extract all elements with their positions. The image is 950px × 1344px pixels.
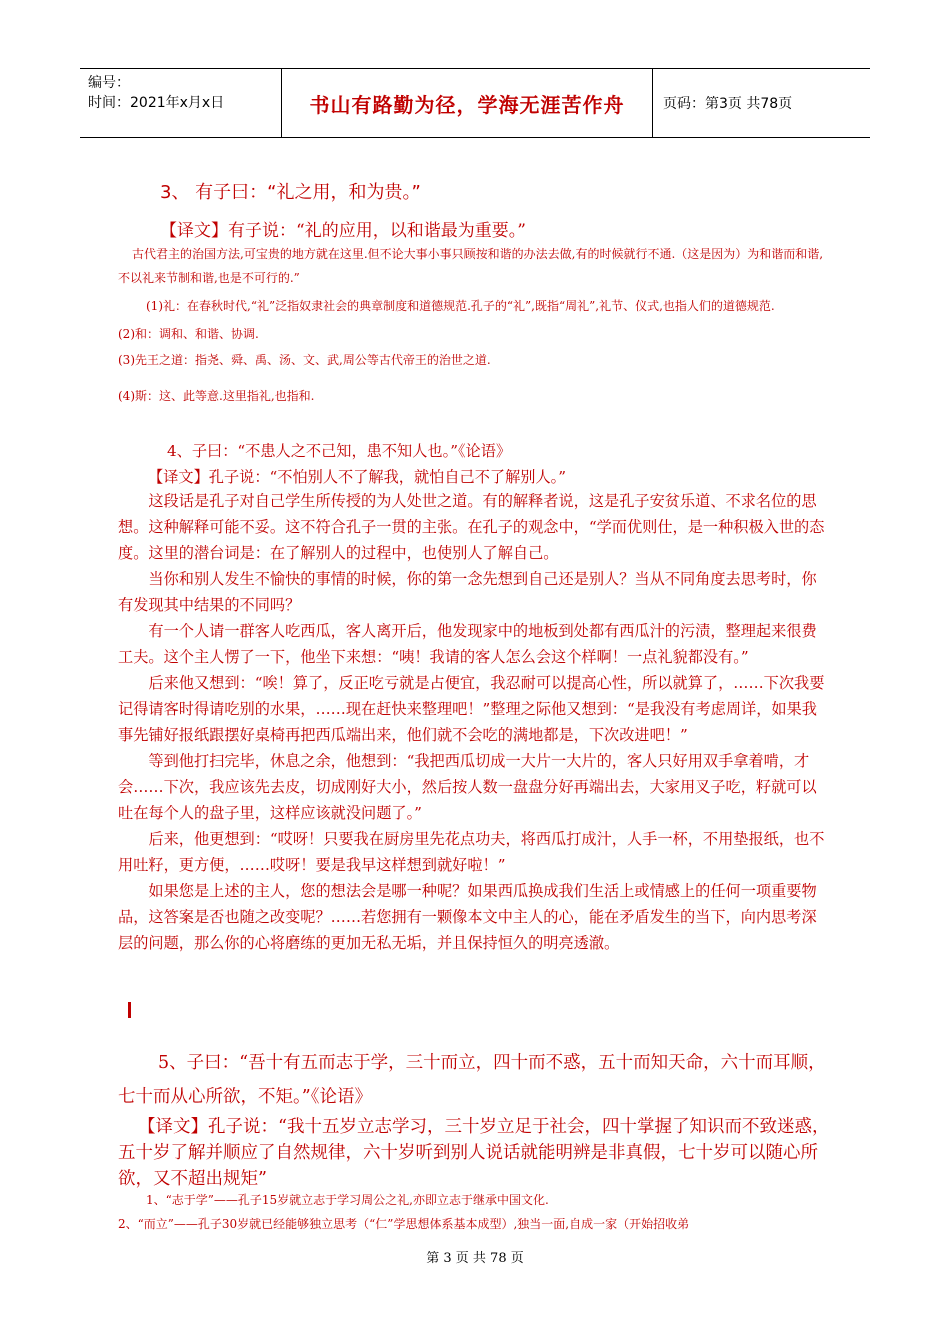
section5-title: 5、子曰：“吾十有五而志于学，三十而立，四十而不惑，五十而知天命，六十而耳顺，七十而从心所欲，不矩。”《论语》 (118, 1053, 826, 1107)
page-header (80, 68, 870, 138)
section4-translation: 【译文】孔子说：“不怕别人不了解我，就怕自己不了解别人。” (148, 468, 566, 486)
section4-paragraph: 等到他打扫完毕，休息之余，他想到：“我把西瓜切成一大片一大片的，客人只好用双手拿着啃，才会……下次，我应该先去皮，切成刚好大小，然后按人数一盘盘分好再端出去，大家用叉子吃，籽就可以吐在每个人的盘子里，这样应该就没问题了。” (118, 752, 817, 822)
section5-note: 1、“志于学”——孔子15岁就立志于学习周公之礼,亦即立志于继承中国文化. (146, 1193, 549, 1207)
section3-translation: 【译文】有子说：“礼的应用，以和谐最为重要。” (160, 221, 526, 241)
header-motto: 书山有路勤为径，学海无涯苦作舟 (282, 69, 653, 137)
section3-line: (2)和：调和、和谐、协调. (118, 327, 259, 341)
section4-paragraph: 后来，他更想到：“哎呀！只要我在厨房里先花点功夫，将西瓜打成汁，人手一杯，不用垫报纸，也不用吐籽，更方便，……哎呀！要是我早这样想到就好啦！” (118, 830, 825, 874)
section5-notes (118, 1188, 830, 1236)
section4-paragraph: 当你和别人发生不愉快的事情的时候，你的第一念先想到自己还是别人？当从不同角度去思考时，你有发现其中结果的不同吗？ (118, 570, 817, 614)
header-page-info: 页码：第3页 共78页 (663, 96, 793, 112)
header-meta (80, 69, 282, 137)
section3-line: (3)先王之道：指尧、舜、禹、汤、文、武,周公等古代帝王的治世之道. (118, 353, 491, 367)
section3-line: (1)礼：在春秋时代,“礼”泛指奴隶社会的典章制度和道德规范.孔子的“礼”,既指“周礼”,礼节、仪式,也指人们的道德规范. (146, 299, 775, 313)
section5-translation: 【译文】孔子说：“我十五岁立志学习，三十岁立足于社会，四十掌握了知识而不致迷惑，五十岁了解并顺应了自然规律，六十岁听到别人说话就能明辨是非真假，七十岁可以随心所欲，又不超出规矩” (118, 1117, 830, 1189)
section4-paragraph: 如果您是上述的主人，您的想法会是哪一种呢？如果西瓜换成我们生活上或情感上的任何一项重要物品，这答案是否也随之改变呢？……若您拥有一颗像本文中主人的心，能在矛盾发生的当下，向内思考深层的问题，那么你的心将磨练的更加无私无垢，并且保持恒久的明亮透澈。 (118, 882, 817, 952)
date-label: 时间：2021年x月x日 (88, 95, 225, 111)
section4-paragraph: 有一个人请一群客人吃西瓜，客人离开后，他发现家中的地板到处都有西瓜汁的污渍，整理起来很费工夫。这个主人愣了一下，他坐下来想：“咦！我请的客人怎么会这个样啊！一点礼貌都没有。” (118, 622, 817, 666)
section5-note: 2、“而立”——孔子30岁就已经能够独立思考（“仁”学思想体系基本成型）,独当一面,自成一家（开始招收弟 (118, 1217, 690, 1231)
page-footer: 第 3 页 共 78 页 (426, 1251, 524, 1266)
section4-paragraph: 这段话是孔子对自己学生所传授的为人处世之道。有的解释者说，这是孔子安贫乐道、不求名位的思想。这种解释可能不妥。这不符合孔子一贯的主张。在孔子的观念中，“学而优则仕，是一种积极入世的态度。这里的潜台词是：在了解别人的过程中，也使别人了解自己。 (118, 492, 825, 562)
section4-paragraph: 后来他又想到：“唉！算了，反正吃亏就是占便宜，我忍耐可以提高心性，所以就算了，……下次我要记得请客时得请吃别的水果，……现在赶快来整理吧！”整理之际他又想到：“是我没有考虑周详，如果我事先铺好报纸跟摆好桌椅再把西瓜端出来，他们就不会吃的满地都是，下次改进吧！” (118, 674, 825, 744)
number-label: 编号： (88, 75, 130, 91)
section3-line: (4)斯：这、此等意.这里指礼,也指和. (118, 389, 315, 403)
section4-title: 4、子曰：“不患人之不己知，患不知人也。”《论语》 (167, 442, 512, 460)
section4-body (118, 488, 830, 956)
section3-title: 3、 有子曰：“礼之用，和为贵。” (160, 182, 421, 203)
section3-line: 古代君主的治国方法,可宝贵的地方就在这里.但不论大事小事只顾按和谐的办法去做,有的时候就行不通.（这是因为）为和谐而和谐,不以礼来节制和谐,也是不可行的.” (118, 247, 824, 285)
section3-body (118, 242, 830, 408)
text-cursor-mark (128, 1002, 131, 1018)
